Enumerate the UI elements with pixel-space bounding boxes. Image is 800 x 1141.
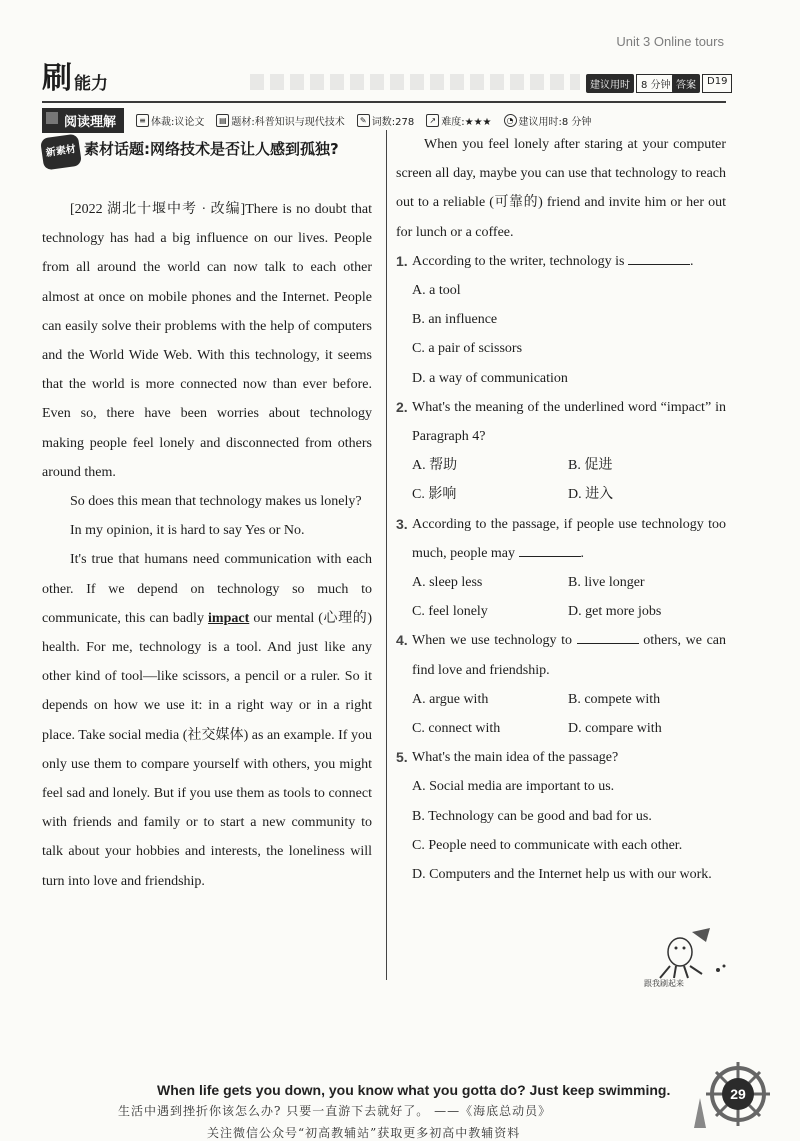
mascot-caption: 跟我刷起来 — [644, 979, 684, 988]
underlined-word: impact — [208, 610, 250, 626]
question-number: 5. — [396, 749, 408, 766]
book-icon: ▤ — [216, 114, 229, 127]
question-1 — [396, 247, 726, 393]
question-number: 4. — [396, 632, 408, 649]
paragraph-4-text-b: our mental (心理的) health. For me, technology is a tool. And just like any other kind of tool—like scissors, a pencil or a ruler. So it depends on how we use it: in a right way or in a right place. Take social media (社交媒体) as an example. If you only use them to compare yourself with others, you might feel sad and lonely. But if you use them as tools to connect with friends and family or to start a new community to talk about your hobbies and interests, the loneliness will turn into love and friendship. — [42, 610, 372, 889]
pen-icon: ✎ — [357, 114, 370, 127]
genre-meta — [136, 113, 204, 128]
question-4 — [396, 626, 726, 743]
time-meta — [504, 113, 592, 128]
option: D. 进入 — [568, 487, 614, 503]
option: C. feel lonely — [412, 604, 488, 620]
brand-big: 刷 — [42, 61, 72, 96]
topic-text: 题材:科普知识与现代技术 — [231, 117, 345, 128]
question-3 — [396, 510, 726, 627]
wordcount-text: 词数:278 — [371, 117, 415, 128]
question-stem: What's the main idea of the passage? — [412, 750, 619, 766]
option: B. Technology can be good and bad for us. — [412, 808, 652, 824]
option: C. a pair of scissors — [412, 341, 523, 357]
footer-notice: 关注微信公众号“初高教辅站”获取更多初高中教辅资料 — [207, 1126, 521, 1140]
column-divider — [386, 130, 387, 980]
option: A. sleep less — [412, 575, 483, 591]
document-icon: ≡ — [136, 114, 149, 127]
answer-blank — [519, 544, 581, 557]
difficulty-meta — [426, 113, 491, 128]
paragraph-2: So does this mean that technology makes us lonely? — [70, 494, 362, 510]
decorative-speedlines — [250, 74, 580, 90]
suggested-time-value: 8 分钟 — [636, 74, 676, 93]
option: D. a way of communication — [412, 370, 568, 386]
brand-small: 能力 — [74, 74, 108, 94]
option: D. compare with — [568, 721, 662, 737]
question-stem: According to the writer, technology is . — [412, 253, 694, 269]
section-title: 阅读理解 — [42, 108, 124, 133]
option: A. a tool — [412, 283, 461, 299]
question-number: 3. — [396, 515, 408, 532]
material-topic — [42, 134, 380, 168]
option: C. People need to communicate with each other. — [412, 837, 683, 853]
question-number: 2. — [396, 398, 408, 415]
topic-meta — [216, 113, 344, 128]
answer-label: 答案 — [672, 74, 700, 93]
answer-chip — [672, 74, 732, 93]
footer-quote-chinese: 生活中遇到挫折你该怎么办? 只要一直游下去就好了。 ——《海底总动员》 — [118, 1104, 552, 1118]
brand-title — [42, 61, 108, 96]
footer-quote-english: When life gets you down, you know what you gotta do? Just keep swimming. — [157, 1082, 671, 1098]
option: C. connect with — [412, 721, 501, 737]
genre-text: 体裁:议论文 — [151, 117, 205, 128]
paragraph-4 — [42, 545, 372, 895]
suggested-time-label: 建议用时 — [586, 74, 634, 93]
time-text: 建议用时:8 分钟 — [518, 117, 592, 128]
answer-page: D19 — [702, 74, 732, 93]
option: B. an influence — [412, 312, 498, 328]
question-5 — [396, 743, 726, 889]
answer-blank — [577, 631, 639, 644]
paragraph-5: When you feel lonely after staring at your computer screen all day, maybe you can use that technology to reach out to a reliable (可靠的) friend and invite him or her out for lunch or a coffee. — [396, 137, 726, 240]
passage-source: [2022 湖北十堰中考 · 改编] — [70, 202, 246, 217]
option: A. argue with — [412, 691, 489, 707]
option: B. 促进 — [568, 458, 613, 474]
question-number: 1. — [396, 252, 408, 269]
option: D. get more jobs — [568, 604, 662, 620]
question-2 — [396, 393, 726, 510]
new-material-badge: 新素材 — [40, 134, 82, 171]
option: C. 影响 — [412, 487, 457, 503]
question-stem: What's the meaning of the underlined word “impact” in Paragraph 4? — [412, 399, 726, 445]
option: A. Social media are important to us. — [412, 779, 615, 795]
page-number: 29 — [722, 1078, 754, 1110]
header-divider — [42, 101, 726, 103]
difficulty-text: 难度:★★★ — [441, 117, 492, 128]
option: B. live longer — [568, 575, 645, 591]
material-topic-text: 素材话题:网络技术是否让人感到孤独? — [84, 140, 339, 158]
paragraph-1 — [42, 195, 372, 487]
clock-icon: ◔ — [504, 114, 517, 127]
mascot-illustration — [640, 922, 730, 988]
suggested-time-chip — [586, 74, 676, 93]
question-stem: When we use technology to others, we can find love and friendship. — [412, 633, 727, 678]
option: D. Computers and the Internet help us with our work. — [412, 867, 712, 883]
reading-passage — [42, 195, 372, 896]
right-column — [396, 130, 726, 889]
answer-blank — [628, 252, 690, 265]
paragraph-4-text-a: It's true that humans need communication with each other. If we depend on technology so much to communicate, this can badly — [42, 552, 372, 626]
chart-icon: ↗ — [426, 114, 439, 127]
wordcount-meta — [357, 113, 414, 128]
paragraph-3: In my opinion, it is hard to say Yes or No. — [70, 523, 305, 539]
unit-header: Unit 3 Online tours — [616, 34, 724, 49]
paragraph-1-text: There is no doubt that technology has had a big influence on our lives. People from all around the world can now talk to each other almost at once on mobile phones and the Internet. People can easily solve their problems with the help of computers and the World Wide Web. With this technology, it seems that the world is more connected now than ever before. Even so, there have been worries about technology making people feel lonely and disconnected from others around them. — [42, 202, 372, 480]
option: B. compete with — [568, 691, 661, 707]
option: A. 帮助 — [412, 458, 458, 474]
question-stem: According to the passage, if people use technology too much, people may . — [412, 516, 726, 561]
